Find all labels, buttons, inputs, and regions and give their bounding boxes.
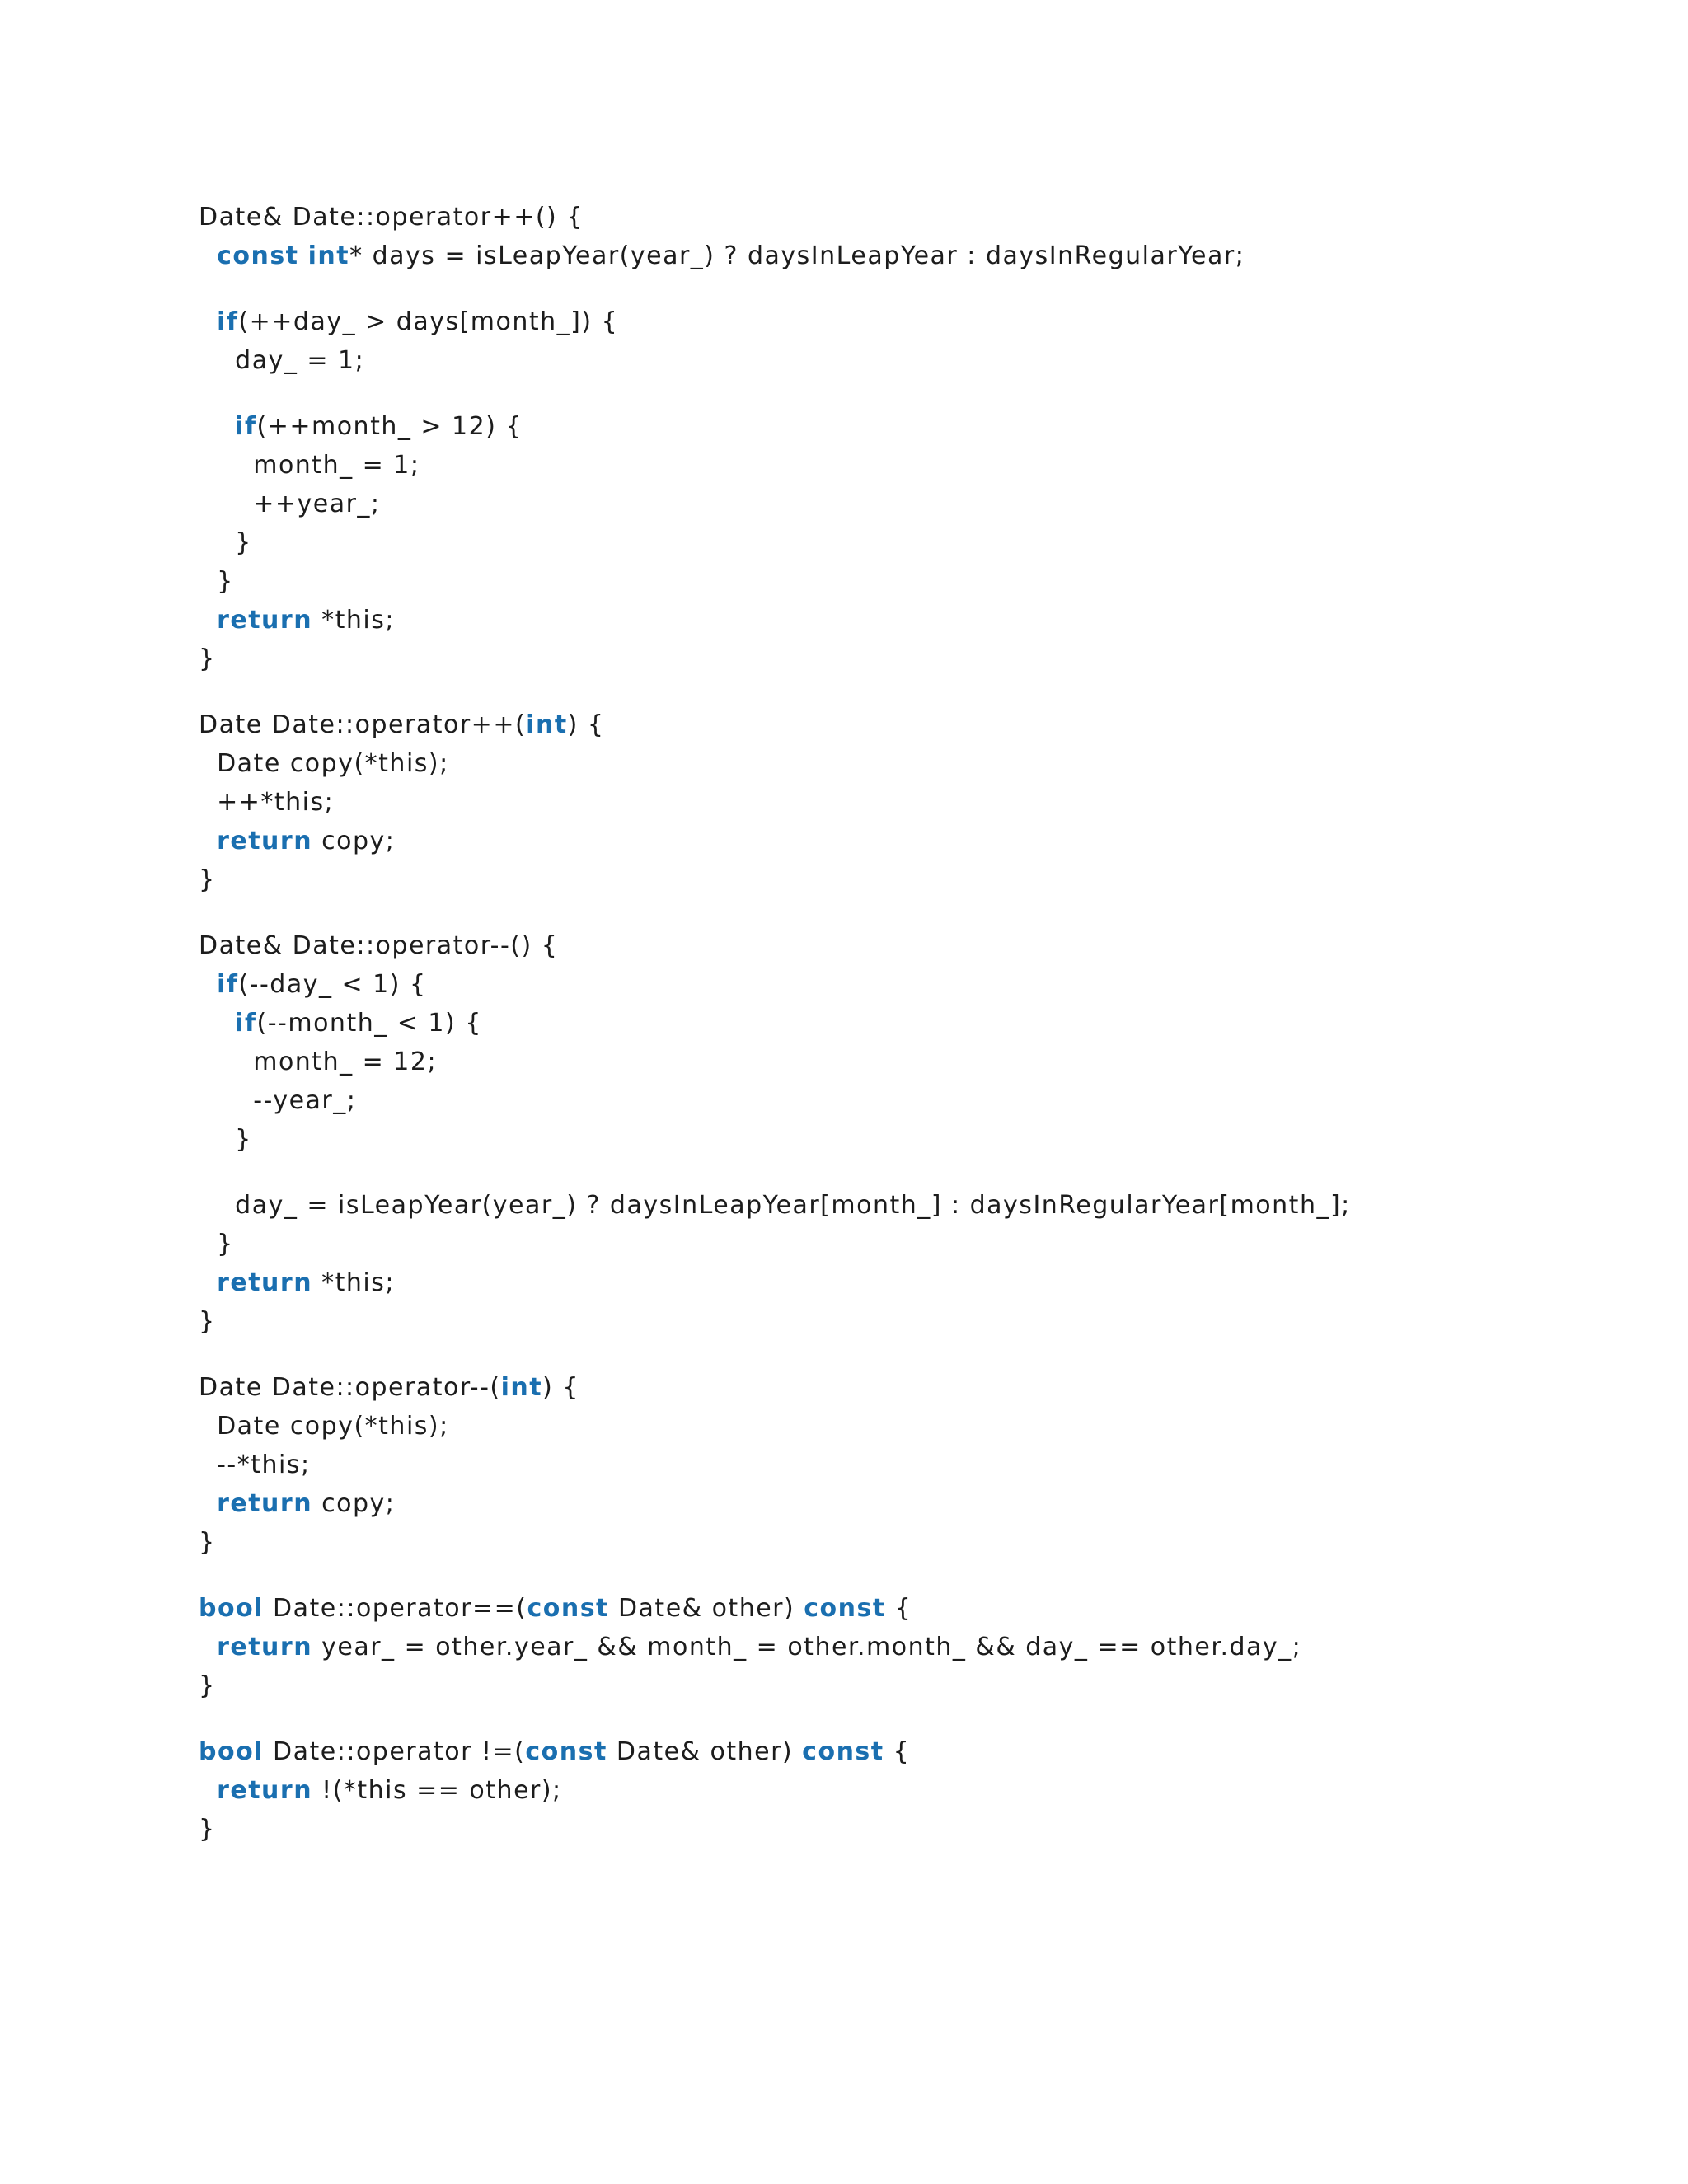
code-text xyxy=(199,1776,217,1805)
code-keyword: int xyxy=(307,241,350,270)
code-text xyxy=(199,970,217,999)
code-text: Date::operator !=( xyxy=(263,1737,526,1766)
code-text xyxy=(199,307,217,336)
code-keyword: int xyxy=(526,710,568,739)
code-text: (--day_ < 1) { xyxy=(238,970,427,999)
code-text: } xyxy=(199,1230,234,1258)
code-line xyxy=(199,1120,1351,1159)
blank-line xyxy=(199,275,1351,302)
blank-line xyxy=(199,899,1351,926)
code-text: * days = isLeapYear(year_) ? daysInLeapYear : daysInRegularYear; xyxy=(349,241,1245,270)
code-text: Date Date::operator--( xyxy=(199,1373,501,1402)
code-line xyxy=(199,1043,1351,1081)
code-text: Date& other) xyxy=(608,1594,804,1623)
code-text: { xyxy=(885,1594,912,1623)
code-keyword: bool xyxy=(199,1737,264,1766)
code-text xyxy=(199,606,217,635)
blank-line xyxy=(199,1705,1351,1732)
code-text: } xyxy=(199,1307,216,1336)
code-text: } xyxy=(199,528,252,557)
code-line xyxy=(199,1368,1351,1407)
code-text: year_ = other.year_ && month_ = other.month_ && day_ == other.day_; xyxy=(312,1633,1302,1661)
code-keyword: if xyxy=(235,412,257,441)
code-line xyxy=(199,1589,1351,1628)
code-keyword: int xyxy=(500,1373,543,1402)
code-text xyxy=(199,1489,217,1518)
code-line xyxy=(199,1810,1351,1849)
code-line xyxy=(199,822,1351,860)
code-line xyxy=(199,640,1351,678)
code-keyword: bool xyxy=(199,1594,264,1623)
code-text: ) { xyxy=(542,1373,579,1402)
code-text: ++year_; xyxy=(199,490,381,518)
code-text: (++month_ > 12) { xyxy=(256,412,523,441)
code-text: (++day_ > days[month_]) { xyxy=(238,307,619,336)
code-text xyxy=(299,241,308,270)
code-line xyxy=(199,1628,1351,1666)
code-text: } xyxy=(199,1125,252,1154)
code-line xyxy=(199,1523,1351,1562)
code-line xyxy=(199,1446,1351,1484)
code-keyword: const xyxy=(217,241,299,270)
code-keyword: const xyxy=(527,1594,609,1623)
code-text: } xyxy=(199,1671,216,1700)
code-text: day_ = isLeapYear(year_) ? daysInLeapYear[month_] : daysInRegularYear[month_]; xyxy=(199,1191,1351,1220)
code-keyword: const xyxy=(804,1594,886,1623)
code-keyword: return xyxy=(217,827,313,855)
code-line xyxy=(199,523,1351,562)
code-text: month_ = 1; xyxy=(199,451,420,480)
code-text: day_ = 1; xyxy=(199,346,365,375)
code-text: Date& Date::operator++() { xyxy=(199,203,584,232)
code-keyword: return xyxy=(217,1776,313,1805)
code-text: copy; xyxy=(312,827,396,855)
code-text: --year_; xyxy=(199,1086,357,1115)
code-keyword: return xyxy=(217,1489,313,1518)
code-line xyxy=(199,1081,1351,1120)
code-keyword: if xyxy=(217,970,239,999)
blank-line xyxy=(199,1341,1351,1368)
code-text: } xyxy=(199,1815,216,1844)
code-keyword: if xyxy=(235,1009,257,1038)
code-text: (--month_ < 1) { xyxy=(256,1009,482,1038)
code-text xyxy=(199,241,217,270)
code-line xyxy=(199,1186,1351,1225)
code-line xyxy=(199,926,1351,965)
code-text: } xyxy=(199,865,216,894)
code-text: ) { xyxy=(567,710,605,739)
code-text: *this; xyxy=(312,1268,395,1297)
code-text: } xyxy=(199,567,234,596)
blank-line xyxy=(199,678,1351,705)
code-line xyxy=(199,237,1351,275)
code-line xyxy=(199,302,1351,341)
code-text: } xyxy=(199,1528,216,1557)
code-listing xyxy=(199,198,1351,1849)
code-line xyxy=(199,1666,1351,1705)
code-line xyxy=(199,1407,1351,1446)
code-line xyxy=(199,860,1351,899)
code-keyword: return xyxy=(217,1268,313,1297)
code-line xyxy=(199,562,1351,601)
code-text: *this; xyxy=(312,606,395,635)
code-text xyxy=(199,412,235,441)
blank-line xyxy=(199,1159,1351,1186)
blank-line xyxy=(199,1562,1351,1589)
code-text: Date copy(*this); xyxy=(199,1412,449,1441)
code-text: month_ = 12; xyxy=(199,1047,438,1076)
code-line xyxy=(199,1225,1351,1263)
code-line xyxy=(199,1302,1351,1341)
code-line xyxy=(199,1484,1351,1523)
code-text xyxy=(199,827,217,855)
code-line xyxy=(199,601,1351,640)
code-text xyxy=(199,1633,217,1661)
code-text: --*this; xyxy=(199,1451,311,1479)
code-line xyxy=(199,705,1351,744)
code-text xyxy=(199,1009,235,1038)
code-keyword: return xyxy=(217,1633,313,1661)
code-line xyxy=(199,341,1351,380)
code-text: Date& Date::operator--() { xyxy=(199,931,559,960)
code-line xyxy=(199,1004,1351,1043)
code-text: Date Date::operator++( xyxy=(199,710,527,739)
code-line xyxy=(199,965,1351,1004)
code-line xyxy=(199,407,1351,446)
code-text: ++*this; xyxy=(199,788,335,817)
code-text: copy; xyxy=(312,1489,396,1518)
code-text: } xyxy=(199,644,216,673)
code-line xyxy=(199,744,1351,783)
code-text: !(*this == other); xyxy=(312,1776,562,1805)
code-keyword: if xyxy=(217,307,239,336)
code-keyword: const xyxy=(802,1737,884,1766)
code-line xyxy=(199,1771,1351,1810)
code-line xyxy=(199,1263,1351,1302)
code-text xyxy=(199,1268,217,1297)
blank-line xyxy=(199,380,1351,407)
code-text: Date copy(*this); xyxy=(199,749,449,778)
code-line xyxy=(199,1732,1351,1771)
code-text: { xyxy=(884,1737,911,1766)
code-keyword: return xyxy=(217,606,313,635)
code-line xyxy=(199,485,1351,523)
code-line xyxy=(199,783,1351,822)
code-line xyxy=(199,198,1351,237)
code-text: Date::operator==( xyxy=(263,1594,528,1623)
code-line xyxy=(199,446,1351,485)
code-text: Date& other) xyxy=(607,1737,803,1766)
code-keyword: const xyxy=(525,1737,607,1766)
